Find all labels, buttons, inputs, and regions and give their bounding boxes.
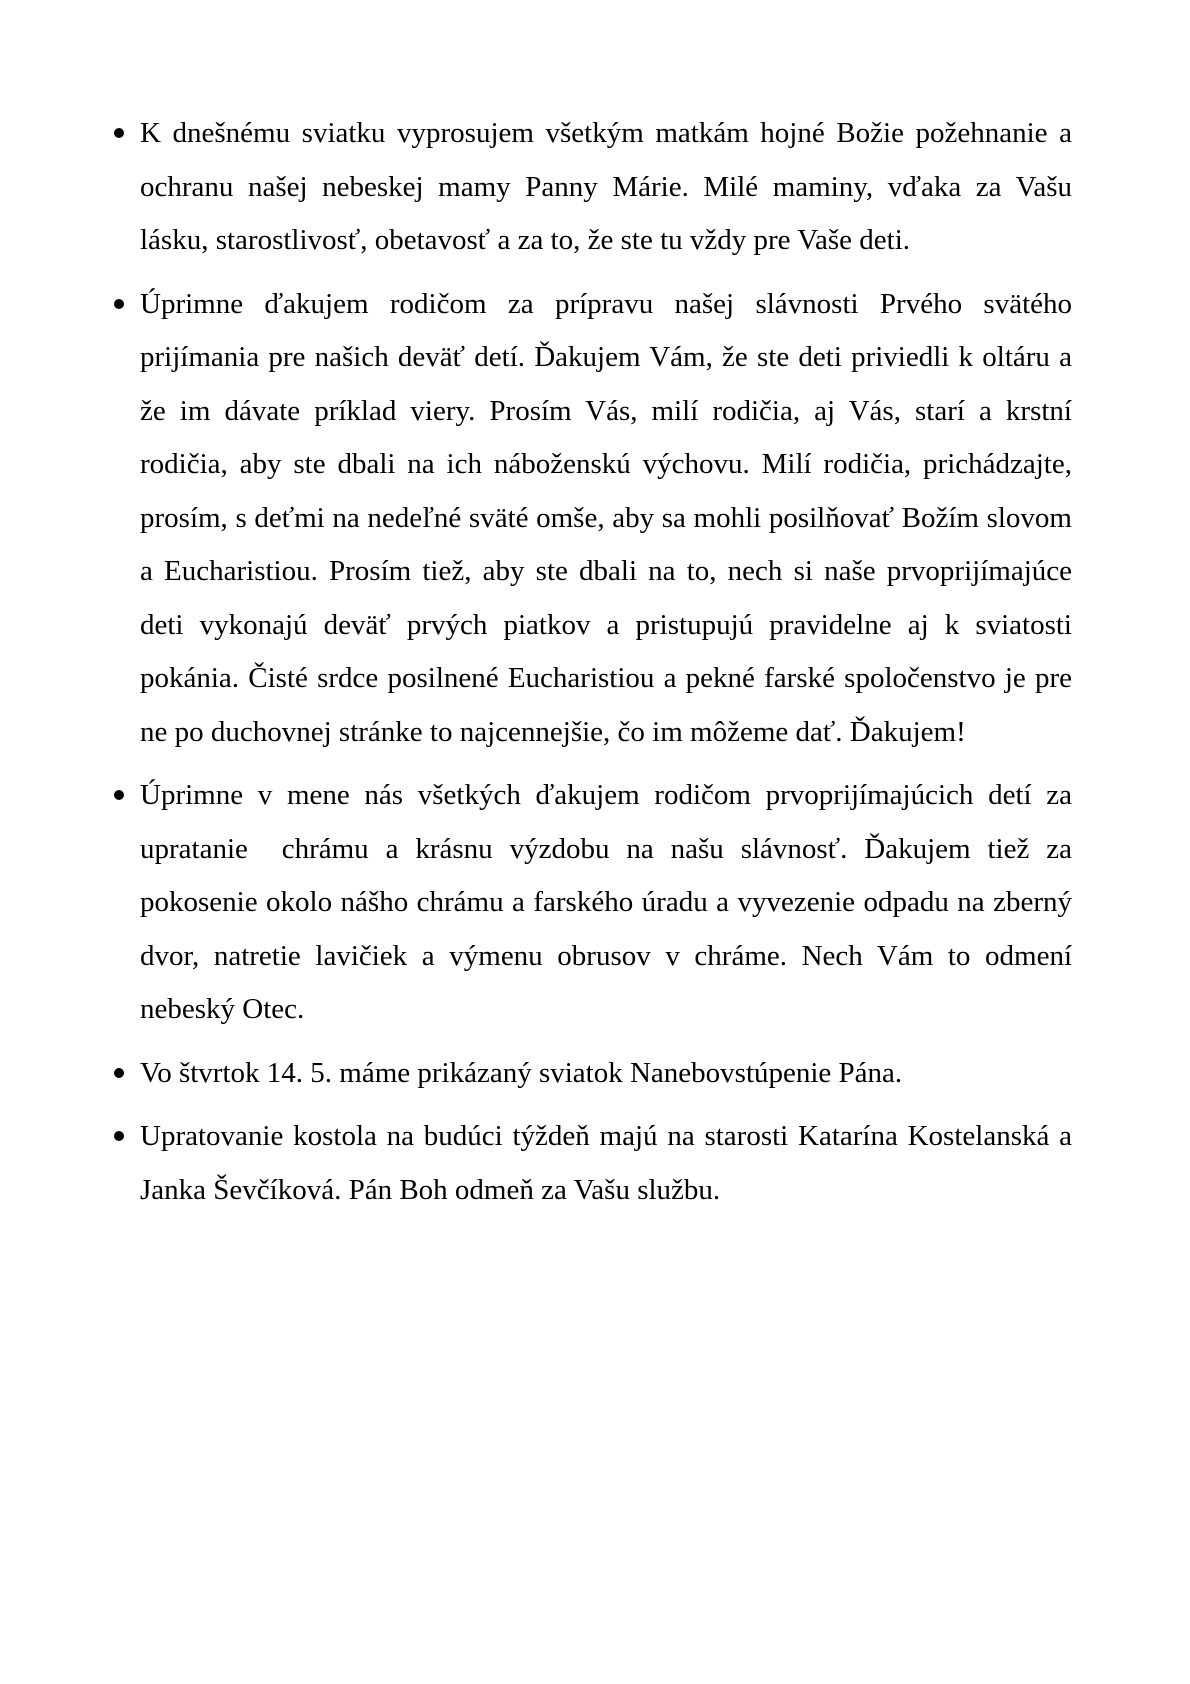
bullet-icon [114, 790, 124, 800]
bullet-icon [114, 299, 124, 309]
list-item [112, 1110, 1080, 1217]
list-item [112, 1047, 1072, 1101]
list-item [112, 769, 1080, 1037]
announcement-text: Úprimne ďakujem rodičom za prípravu našej slávnosti Prvého svätého prijímania pre našich deväť detí. Ďakujem Vám, že ste deti priviedli k oltáru a že im dávate príklad viery. Prosím Vás, milí rodičia, aj Vás, starí a krstní rodičia, aby ste dbali na ich náboženskú výchovu. Milí rodičia, prichádzajte, prosím, s deťmi na nedeľné sväté omše, aby sa mohli posilňovať Božím slovom a Eucharistiou. Prosím tiež, aby ste dbali na to, nech si naše prvoprijímajúce deti vykonajú deväť prvých piatkov a pristupujú pravidelne aj k sviatosti pokánia. Čisté srdce posilnené Eucharistiou a pekné farské spoločenstvo je pre ne po duchovnej stránke to najcennejšie, čo im môžeme dať. Ďakujem! [140, 287, 1080, 748]
bullet-icon [114, 1068, 124, 1078]
list-item [112, 107, 1080, 268]
announcement-text: K dnešnému sviatku vyprosujem všetkým matkám hojné Božie požehnanie a ochranu našej nebeskej mamy Panny Márie. Milé maminy, vďaka za Vašu lásku, starostlivosť, obetavosť a za to, že ste tu vždy pre Vaše deti. [140, 117, 1080, 256]
bullet-icon [114, 128, 124, 138]
list-item [112, 278, 1080, 760]
announcement-text: Úprimne v mene nás všetkých ďakujem rodičom prvoprijímajúcich detí za upratanie chrámu a krásnu výzdobu na našu slávnosť. Ďakujem tiež za pokosenie okolo nášho chrámu a farského úradu a vyvezenie odpadu na zberný dvor, natretie lavičiek a výmenu obrusov v chráme. Nech Vám to odmení nebeský Otec. [140, 779, 1080, 1025]
announcement-list [112, 107, 1080, 1227]
bullet-icon [114, 1131, 124, 1141]
announcement-text: Upratovanie kostola na budúci týždeň majú na starosti Katarína Kostelanská a Janka Ševčíková. Pán Boh odmeň za Vašu službu. [140, 1120, 1080, 1206]
announcement-text: Vo štvrtok 14. 5. máme prikázaný sviatok Nanebovstúpenie Pána. [140, 1056, 903, 1089]
